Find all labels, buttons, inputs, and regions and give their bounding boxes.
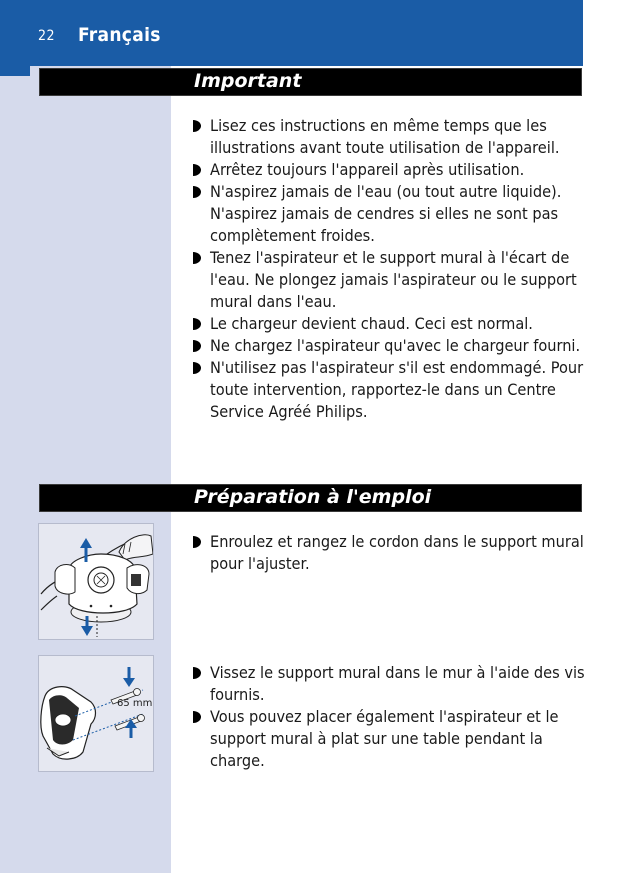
wall-mount-cord-drawing	[39, 524, 153, 639]
preparation-step-1-list	[193, 531, 588, 575]
list-item: Lisez ces instructions en même temps que les illustrations avant toute utilisation de l'appareil.	[193, 115, 588, 159]
half-disc-bullet-icon	[193, 711, 201, 723]
half-disc-bullet-icon	[193, 667, 201, 679]
half-disc-bullet-icon	[193, 318, 201, 330]
half-disc-bullet-icon	[193, 536, 201, 548]
list-item: Vissez le support mural dans le mur à l'aide des vis fournis.	[193, 662, 588, 706]
half-disc-bullet-icon	[193, 186, 201, 198]
wall-mount-screws-drawing	[39, 656, 153, 771]
preparation-step-2-list	[193, 662, 588, 772]
header-notch	[0, 66, 30, 76]
half-disc-bullet-icon	[193, 362, 201, 374]
half-disc-bullet-icon	[193, 340, 201, 352]
half-disc-bullet-icon	[193, 252, 201, 264]
list-item: N'utilisez pas l'aspirateur s'il est endommagé. Pour toute intervention, rapportez-le dans un Centre Service Agréé Philips.	[193, 357, 588, 423]
list-item: Ne chargez l'aspirateur qu'avec le chargeur fourni.	[193, 335, 588, 357]
half-disc-bullet-icon	[193, 164, 201, 176]
list-item: Arrêtez toujours l'appareil après utilisation.	[193, 159, 588, 181]
list-item: Le chargeur devient chaud. Ceci est normal.	[193, 313, 588, 335]
page-language-title: Français	[78, 24, 161, 46]
important-list	[193, 115, 588, 423]
wall-mount-screws-illustration	[38, 655, 154, 772]
section-title: Important	[194, 70, 302, 92]
list-item: Vous pouvez placer également l'aspirateur et le support mural à plat sur une table pendant la charge.	[193, 706, 588, 772]
list-item: Tenez l'aspirateur et le support mural à l'écart de l'eau. Ne plongez jamais l'aspirateur ou le support mural dans l'eau.	[193, 247, 588, 313]
wall-mount-cord-illustration	[38, 523, 154, 640]
page-header-bar	[0, 0, 583, 66]
section-title: Préparation à l'emploi	[194, 486, 432, 508]
list-item: Enroulez et rangez le cordon dans le support mural pour l'ajuster.	[193, 531, 588, 575]
list-item: N'aspirez jamais de l'eau (ou tout autre liquide). N'aspirez jamais de cendres si elles ne sont pas complètement froides.	[193, 181, 588, 247]
page-number: 22	[38, 28, 56, 44]
section-header-important	[39, 68, 582, 96]
section-header-preparation	[39, 484, 582, 512]
half-disc-bullet-icon	[193, 120, 201, 132]
distance-label: 65 mm	[117, 698, 153, 709]
